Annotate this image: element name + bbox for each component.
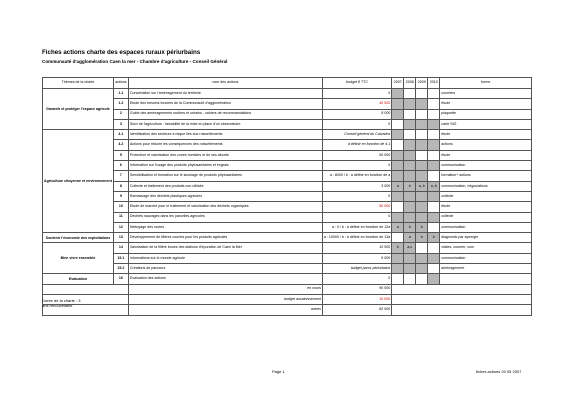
table-row <box>43 243 532 253</box>
action-budget: 40 000 <box>322 99 391 109</box>
table-row <box>43 140 532 150</box>
action-budget: 10 000 <box>322 243 391 253</box>
schedule-2009 <box>416 130 428 140</box>
action-name: Information sur l'usage des produits phytosanitaires et engrais <box>128 161 322 171</box>
theme-cell: Bien vivre ensemble <box>43 243 114 274</box>
action-name: Déchets sauvages dans les parcelles agricoles <box>128 212 322 222</box>
schedule-2009: b <box>416 233 428 243</box>
schedule-2009 <box>416 243 428 253</box>
action-name: Guide des aménagements routiers et urbains - cahiers de recommandations <box>128 109 322 119</box>
action-number: 9 <box>113 191 128 201</box>
header-actions: actions <box>113 78 128 89</box>
theme-cell: Evaluation <box>43 274 114 284</box>
schedule-2007: a <box>392 181 404 191</box>
schedule-2007 <box>392 161 404 171</box>
charter-duration-line2: ans renouvelable <box>42 303 73 309</box>
schedule-2009 <box>416 253 428 263</box>
schedule-2007: a <box>392 222 404 232</box>
schedule-2009 <box>416 89 428 99</box>
schedule-2008 <box>404 171 416 181</box>
action-forme: actions <box>440 140 532 150</box>
schedule-2008 <box>404 191 416 201</box>
total-label: en cours <box>128 284 322 294</box>
schedule-2007 <box>392 191 404 201</box>
schedule-2008 <box>404 140 416 150</box>
action-name: Actions pour réduire les conséquences des ruissellements <box>128 140 322 150</box>
action-number: 6 <box>113 161 128 171</box>
action-name: Etude de marché pour le traitement et valorisation des déchets organiques <box>128 202 322 212</box>
table-row <box>43 202 532 212</box>
schedule-2007 <box>392 264 404 274</box>
table-row <box>43 171 532 181</box>
schedule-2007 <box>392 212 404 222</box>
schedule-2007 <box>392 89 404 99</box>
charter-duration <box>42 298 80 308</box>
document-title: Fiches actions charte des espaces ruraux périurbains <box>42 49 201 56</box>
schedule-2010 <box>428 140 440 150</box>
action-forme: collecte <box>440 191 532 201</box>
action-forme: communication <box>440 222 532 232</box>
action-number: 10 <box>113 202 128 212</box>
schedule-2008: a,c <box>404 243 416 253</box>
schedule-2008 <box>404 274 416 284</box>
table-row <box>43 109 532 119</box>
schedule-2009 <box>416 161 428 171</box>
schedule-2010 <box>428 89 440 99</box>
action-number: 2 <box>113 109 128 119</box>
schedule-2009 <box>416 140 428 150</box>
header-year-2010: 2010 <box>428 78 440 89</box>
action-number: 7 <box>113 171 128 181</box>
action-name: Créations de parcours <box>128 264 322 274</box>
schedule-2008 <box>404 212 416 222</box>
schedule-2008 <box>404 130 416 140</box>
schedule-2009: a, b <box>416 181 428 191</box>
schedule-2007 <box>392 109 404 119</box>
action-budget: 8 000 <box>322 109 391 119</box>
action-name: Développement de filières courtes pour les produits agricoles <box>128 233 322 243</box>
header-budget: budget € TTC <box>322 78 391 89</box>
schedule-2009 <box>416 202 428 212</box>
header-year-2008: 2008 <box>404 78 416 89</box>
action-forme: communication <box>440 161 532 171</box>
table-row <box>43 119 532 129</box>
action-name: Etude des besoins fonciers de la Communauté d'agglomération <box>128 99 322 109</box>
schedule-2010 <box>428 202 440 212</box>
action-budget: 50 000 <box>322 150 391 160</box>
action-number: 1.1 <box>113 89 128 99</box>
schedule-2010 <box>428 264 440 274</box>
schedule-2007 <box>392 130 404 140</box>
action-budget: a : 0 / b : à définir en fonction de 12a <box>322 222 391 232</box>
header-forme: forme <box>440 78 532 89</box>
action-forme: communication <box>440 253 532 263</box>
schedule-2008 <box>404 150 416 160</box>
schedule-2010 <box>428 274 440 284</box>
schedule-2009: b <box>416 222 428 232</box>
schedule-2010 <box>428 99 440 109</box>
action-name: Informations sur le monde agricole <box>128 253 322 263</box>
total-row <box>43 284 532 294</box>
table-row <box>43 181 532 191</box>
table-row <box>43 150 532 160</box>
action-number: 15.1 <box>113 253 128 263</box>
action-budget: a : 8000 / b : à définir en fonction de a <box>322 171 391 181</box>
action-budget: Conseil général du Calvados <box>322 130 391 140</box>
action-number: 5 <box>113 150 128 160</box>
schedule-2009 <box>416 99 428 109</box>
action-budget: 0 <box>322 161 391 171</box>
schedule-2010 <box>428 171 440 181</box>
document-subtitle: Communauté d'agglomération Caen la mer - Chambre d'agriculture - Conseil Général <box>42 59 228 64</box>
schedule-2010 <box>428 109 440 119</box>
schedule-2010: b <box>428 233 440 243</box>
schedule-2008 <box>404 119 416 129</box>
action-name: Collecte et traitement des produits non utilisés <box>128 181 322 191</box>
action-number: 1.2 <box>113 99 128 109</box>
schedule-2010 <box>428 212 440 222</box>
action-number: 4.2 <box>113 140 128 150</box>
action-budget: 3 000 <box>322 181 391 191</box>
schedule-2007: b <box>392 243 404 253</box>
action-name: Sensibilisation et formation sur le stockage de produits phytosanitaires <box>128 171 322 181</box>
file-name: fiches actions 20 05 2007 <box>476 369 522 374</box>
theme-cell: Soutenir l'économie des exploitations <box>43 233 114 243</box>
action-name: Identification des secteurs à risque liés aux ruissellements <box>128 130 322 140</box>
action-forme: étude <box>440 99 532 109</box>
schedule-2008 <box>404 264 416 274</box>
action-name: Valorisation de la filière boues des stations d'épuration de Caen la Mer <box>128 243 322 253</box>
schedule-2009 <box>416 191 428 201</box>
schedule-2008 <box>404 109 416 119</box>
action-budget: 5 000 <box>322 253 391 263</box>
schedule-2007 <box>392 171 404 181</box>
schedule-2007 <box>392 150 404 160</box>
page-number: Page 1 <box>272 369 285 374</box>
schedule-2007 <box>392 119 404 129</box>
action-name: Protection et valorisation des zones humides et de ses abords <box>128 150 322 160</box>
total-label: budget assainissement <box>128 294 322 304</box>
action-number: 16 <box>113 274 128 284</box>
action-name: Concertation sur l'aménagement du territoire <box>128 89 322 99</box>
action-forme: étude <box>440 130 532 140</box>
schedule-2010 <box>428 253 440 263</box>
schedule-2008 <box>404 99 416 109</box>
actions-table <box>42 77 532 316</box>
schedule-2010 <box>428 222 440 232</box>
action-budget: 50 000 <box>322 202 391 212</box>
schedule-2010 <box>428 191 440 201</box>
schedule-2007 <box>392 233 404 243</box>
action-number: 15.2 <box>113 264 128 274</box>
action-forme: plaquette <box>440 109 532 119</box>
action-budget: 0 <box>322 119 391 129</box>
theme-cell: Agriculture citoyenne et environnement <box>43 130 114 233</box>
theme-cell: Garantir et protéger l'espace agricole <box>43 89 114 130</box>
header-row <box>43 78 532 89</box>
action-number: 14 <box>113 243 128 253</box>
table-row <box>43 233 532 243</box>
action-name: Ramassage des déchets plastiques agricoles <box>128 191 322 201</box>
action-forme: visites, courrier, com <box>440 243 532 253</box>
schedule-2008 <box>404 202 416 212</box>
schedule-2010 <box>428 119 440 129</box>
schedule-2007 <box>392 202 404 212</box>
total-row <box>43 305 532 315</box>
schedule-2009 <box>416 274 428 284</box>
action-number: 12 <box>113 222 128 232</box>
action-forme: étude <box>440 202 532 212</box>
schedule-2009 <box>416 150 428 160</box>
action-name: Evaluation des actions <box>128 274 322 284</box>
schedule-2010: a, b <box>428 181 440 191</box>
action-budget: 0 <box>322 274 391 284</box>
table-row <box>43 191 532 201</box>
schedule-2008: a <box>404 233 416 243</box>
action-forme: diagnostic par synergie <box>440 233 532 243</box>
schedule-2007 <box>392 253 404 263</box>
action-forme: carte SIG <box>440 119 532 129</box>
action-forme <box>440 274 532 284</box>
schedule-2010 <box>428 243 440 253</box>
schedule-2008: b <box>404 222 416 232</box>
action-budget: budget parcs périurbains <box>322 264 391 274</box>
total-value: 10 000 <box>322 294 391 304</box>
action-forme: collecte <box>440 212 532 222</box>
table-row <box>43 264 532 274</box>
schedule-2010 <box>428 161 440 171</box>
table-row <box>43 89 532 99</box>
schedule-2008 <box>404 89 416 99</box>
schedule-2007 <box>392 274 404 284</box>
table-row <box>43 222 532 232</box>
action-forme: communication, négociations <box>440 181 532 191</box>
schedule-2009 <box>416 109 428 119</box>
schedule-2008 <box>404 253 416 263</box>
action-number: 13 <box>113 233 128 243</box>
schedule-2007 <box>392 140 404 150</box>
schedule-2009 <box>416 119 428 129</box>
header-year-2007: 2007 <box>392 78 404 89</box>
table-row <box>43 130 532 140</box>
action-forme: courriers <box>440 89 532 99</box>
table-row <box>43 274 532 284</box>
schedule-2009 <box>416 171 428 181</box>
charter-duration-line1: Durée de la charte : 3 <box>42 298 81 303</box>
table-row <box>43 99 532 109</box>
table-row <box>43 253 532 263</box>
action-forme: formation+ actions <box>440 171 532 181</box>
action-budget: à définir en fonction de 4.1 <box>322 140 391 150</box>
action-name: Suivi de l'agriculture - faisabilité de la mise en place d'un observatoire <box>128 119 322 129</box>
table-row <box>43 161 532 171</box>
action-budget: 0 <box>322 89 391 99</box>
action-forme: étude <box>440 150 532 160</box>
schedule-2010 <box>428 130 440 140</box>
action-number: 8 <box>113 181 128 191</box>
schedule-2009 <box>416 264 428 274</box>
action-budget: a : 10000 / b : à définir en fonction de 13a <box>322 233 391 243</box>
table-row <box>43 212 532 222</box>
action-budget: 0 <box>322 191 391 201</box>
action-number: 4.1 <box>113 130 128 140</box>
header-theme: Thèmes de la charte <box>43 78 114 89</box>
schedule-2010 <box>428 150 440 160</box>
schedule-2008 <box>404 161 416 171</box>
schedule-2008: b <box>404 181 416 191</box>
total-value: 90 000 <box>322 284 391 294</box>
header-action-name: nom des actions <box>128 78 322 89</box>
total-row <box>43 294 532 304</box>
schedule-2009 <box>416 212 428 222</box>
action-number: 11 <box>113 212 128 222</box>
total-label: autres <box>128 305 322 315</box>
action-name: Nettoyage des routes <box>128 222 322 232</box>
schedule-2007 <box>392 99 404 109</box>
action-forme: aménagement <box>440 264 532 274</box>
header-year-2009: 2009 <box>416 78 428 89</box>
action-number: 3 <box>113 119 128 129</box>
total-value: 82 000 <box>322 305 391 315</box>
action-budget: 0 <box>322 212 391 222</box>
